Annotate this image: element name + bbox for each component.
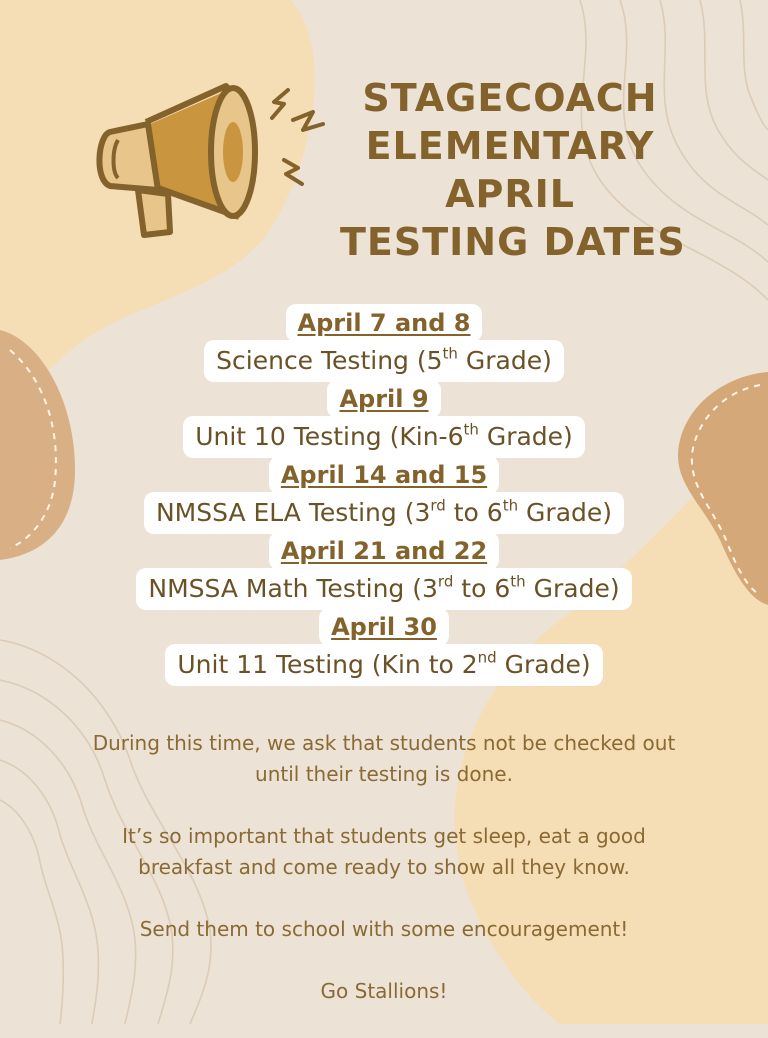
title-line-4: TESTING DATES: [340, 220, 686, 264]
note-go-stallions: Go Stallions!: [320, 979, 448, 1003]
schedule-date: April 14 and 15: [269, 456, 499, 494]
schedule-event: Science Testing (5th Grade): [204, 340, 564, 382]
schedule-event: NMSSA ELA Testing (3rd to 6th Grade): [144, 492, 624, 534]
schedule-event: Unit 10 Testing (Kin-6th Grade): [183, 416, 585, 458]
note-encouragement: Send them to school with some encouragement!: [139, 917, 629, 941]
notes-section: [84, 728, 684, 1038]
page-title: [340, 74, 686, 266]
schedule-date: April 9: [327, 380, 440, 418]
schedule-date: April 30: [319, 608, 449, 646]
schedule-date: April 21 and 22: [269, 532, 499, 570]
schedule-date: April 7 and 8: [286, 304, 483, 342]
note-sleep: It’s so important that students get sleep, eat a good breakfast and come ready to show all they know.: [122, 824, 646, 879]
schedule-event: Unit 11 Testing (Kin to 2nd Grade): [165, 644, 602, 686]
title-line-3: APRIL: [445, 172, 575, 216]
megaphone-icon: [88, 60, 338, 260]
title-line-1: STAGECOACH: [362, 76, 658, 120]
title-line-2: ELEMENTARY: [365, 124, 655, 168]
note-checkout: During this time, we ask that students not be checked out until their testing is done.: [92, 731, 676, 786]
schedule-event: NMSSA Math Testing (3rd to 6th Grade): [136, 568, 631, 610]
testing-schedule: [84, 304, 684, 684]
